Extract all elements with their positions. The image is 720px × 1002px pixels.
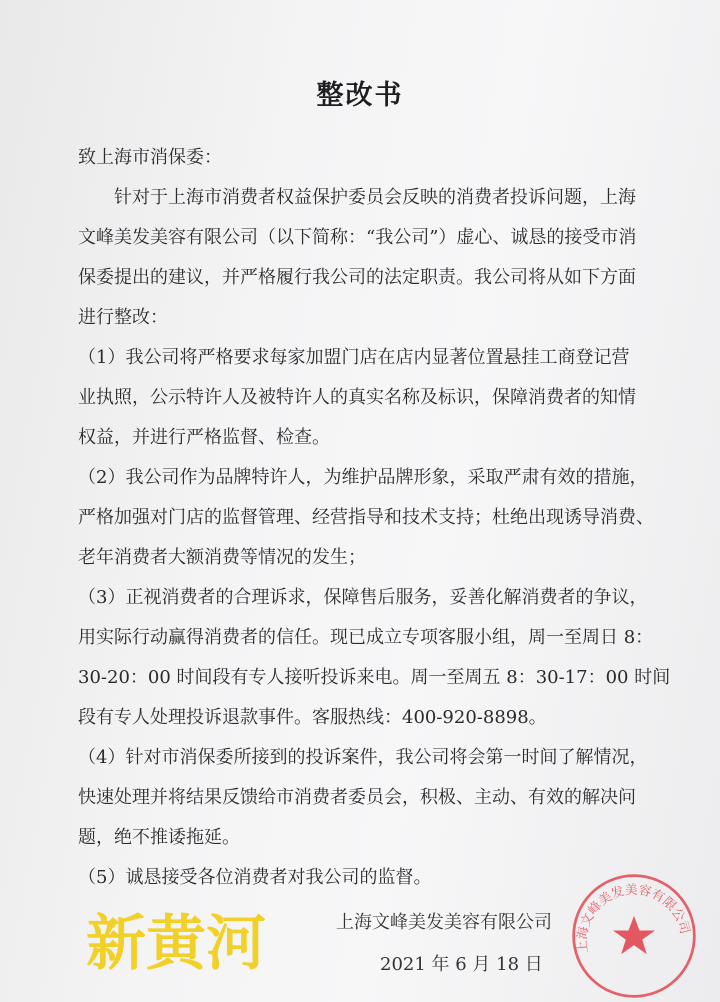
body-line: 严格加强对门店的监督管理、经营指导和技术支持；杜绝出现诱导消费、 xyxy=(78,507,654,528)
body-line: 业执照，公示特许人及被特许人的真实名称及标识，保障消费者的知情 xyxy=(78,387,636,408)
body-line: 用实际行动赢得消费者的信任。现已成立专项客服小组，周一至周日 8： xyxy=(78,627,654,648)
body-line: （1）我公司将严格要求每家加盟门店在店内显著位置悬挂工商登记营 xyxy=(78,347,630,368)
body-line: （4）针对市消保委所接到的投诉案件，我公司将会第一时间了解情况， xyxy=(78,747,648,768)
body-line: 针对于上海市消费者权益保护委员会反映的消费者投诉问题，上海 xyxy=(78,187,636,208)
body-line: 段有专人处理投诉退款事件。客服热线：400-920-8898。 xyxy=(78,707,547,728)
body-line: 快速处理并将结果反馈给市消费者委员会，积极、主动、有效的解决问 xyxy=(78,787,636,808)
body-line: 30-20：00 时间段有专人接听投诉来电。周一至周五 8：30-17：00 时间 xyxy=(78,667,671,688)
document-body xyxy=(78,138,688,898)
signature-date: 2021 年 6 月 18 日 xyxy=(380,954,543,975)
svg-text:上海文峰美发美容有限公司: 上海文峰美发美容有限公司 xyxy=(575,882,693,954)
body-line: 权益，并进行严格监督、检查。 xyxy=(78,427,330,448)
body-line: （3）正视消费者的合理诉求，保障售后服务，妥善化解消费者的争议， xyxy=(78,587,648,608)
body-line: 保委提出的建议，并严格履行我公司的法定职责。我公司将从如下方面 xyxy=(78,267,636,288)
document-title: 整改书 xyxy=(316,80,404,111)
company-seal-stamp xyxy=(570,872,698,1000)
body-line: 题，绝不推诿拖延。 xyxy=(78,827,240,848)
body-line: （5）诚恳接受各位消费者对我公司的监督。 xyxy=(78,867,432,888)
body-line: 进行整改： xyxy=(78,307,168,328)
body-line: 致上海市消保委： xyxy=(78,147,222,168)
signature-company: 上海文峰美发美容有限公司 xyxy=(336,912,552,933)
xinhuanghe-watermark-logo: 新黄河 xyxy=(86,909,266,979)
body-line: （2）我公司作为品牌特许人，为维护品牌形象，采取严肃有效的措施， xyxy=(78,467,648,488)
body-line: 文峰美发美容有限公司（以下简称：“我公司”）虚心、诚恳的接受市消 xyxy=(78,227,637,248)
body-line: 老年消费者大额消费等情况的发生； xyxy=(78,547,366,568)
